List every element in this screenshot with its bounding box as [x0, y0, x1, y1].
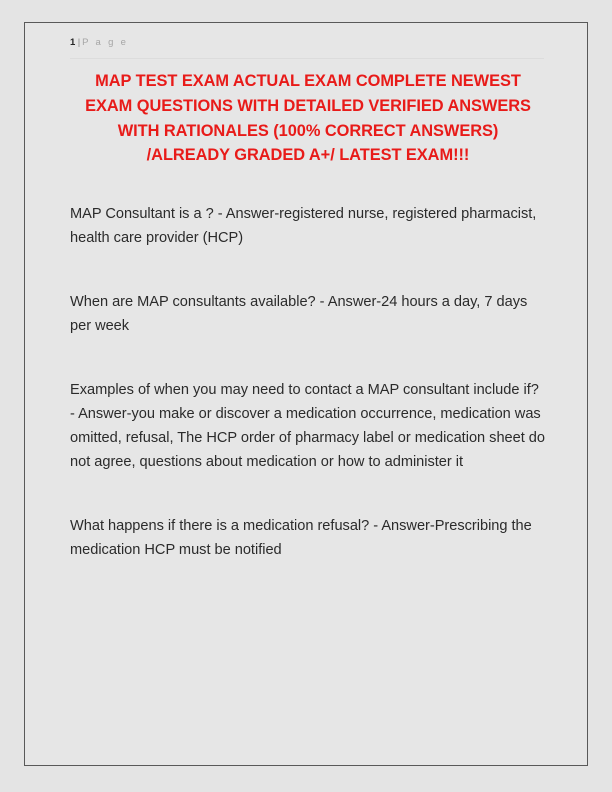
- page-header-label: P a g e: [82, 37, 129, 48]
- qa-block-1: MAP Consultant is a ? - Answer-registered nurse, registered pharmacist, health care provider (HCP): [70, 206, 537, 247]
- document-page: [24, 22, 588, 766]
- qa-block-2: When are MAP consultants available? - Answer-24 hours a day, 7 days per week: [70, 294, 528, 335]
- page-header-separator: |: [77, 37, 81, 48]
- page-header: [70, 36, 544, 56]
- page-title: MAP TEST EXAM ACTUAL EXAM COMPLETE NEWEST EXAM QUESTIONS WITH DETAILED VERIFIED ANSWERS WITH RATIONALES (100% CORRECT ANSWERS) /ALREADY GRADED A+/ LATEST EXAM!!!: [85, 72, 531, 165]
- qa-block-3: Examples of when you may need to contact a MAP consultant include if? - Answer-you make or discover a medication occurrence, medication was omitted, refusal, The HCP order of pharmacy label or medication sheet do not agree, questions about medication or how to administer it: [70, 382, 545, 471]
- qa-list: [70, 202, 546, 562]
- page-number: 1: [70, 37, 76, 48]
- document-body: [70, 69, 546, 562]
- qa-block-4: What happens if there is a medication refusal? - Answer-Prescribing the medication HCP must be notified: [70, 518, 532, 559]
- header-divider: [70, 58, 544, 59]
